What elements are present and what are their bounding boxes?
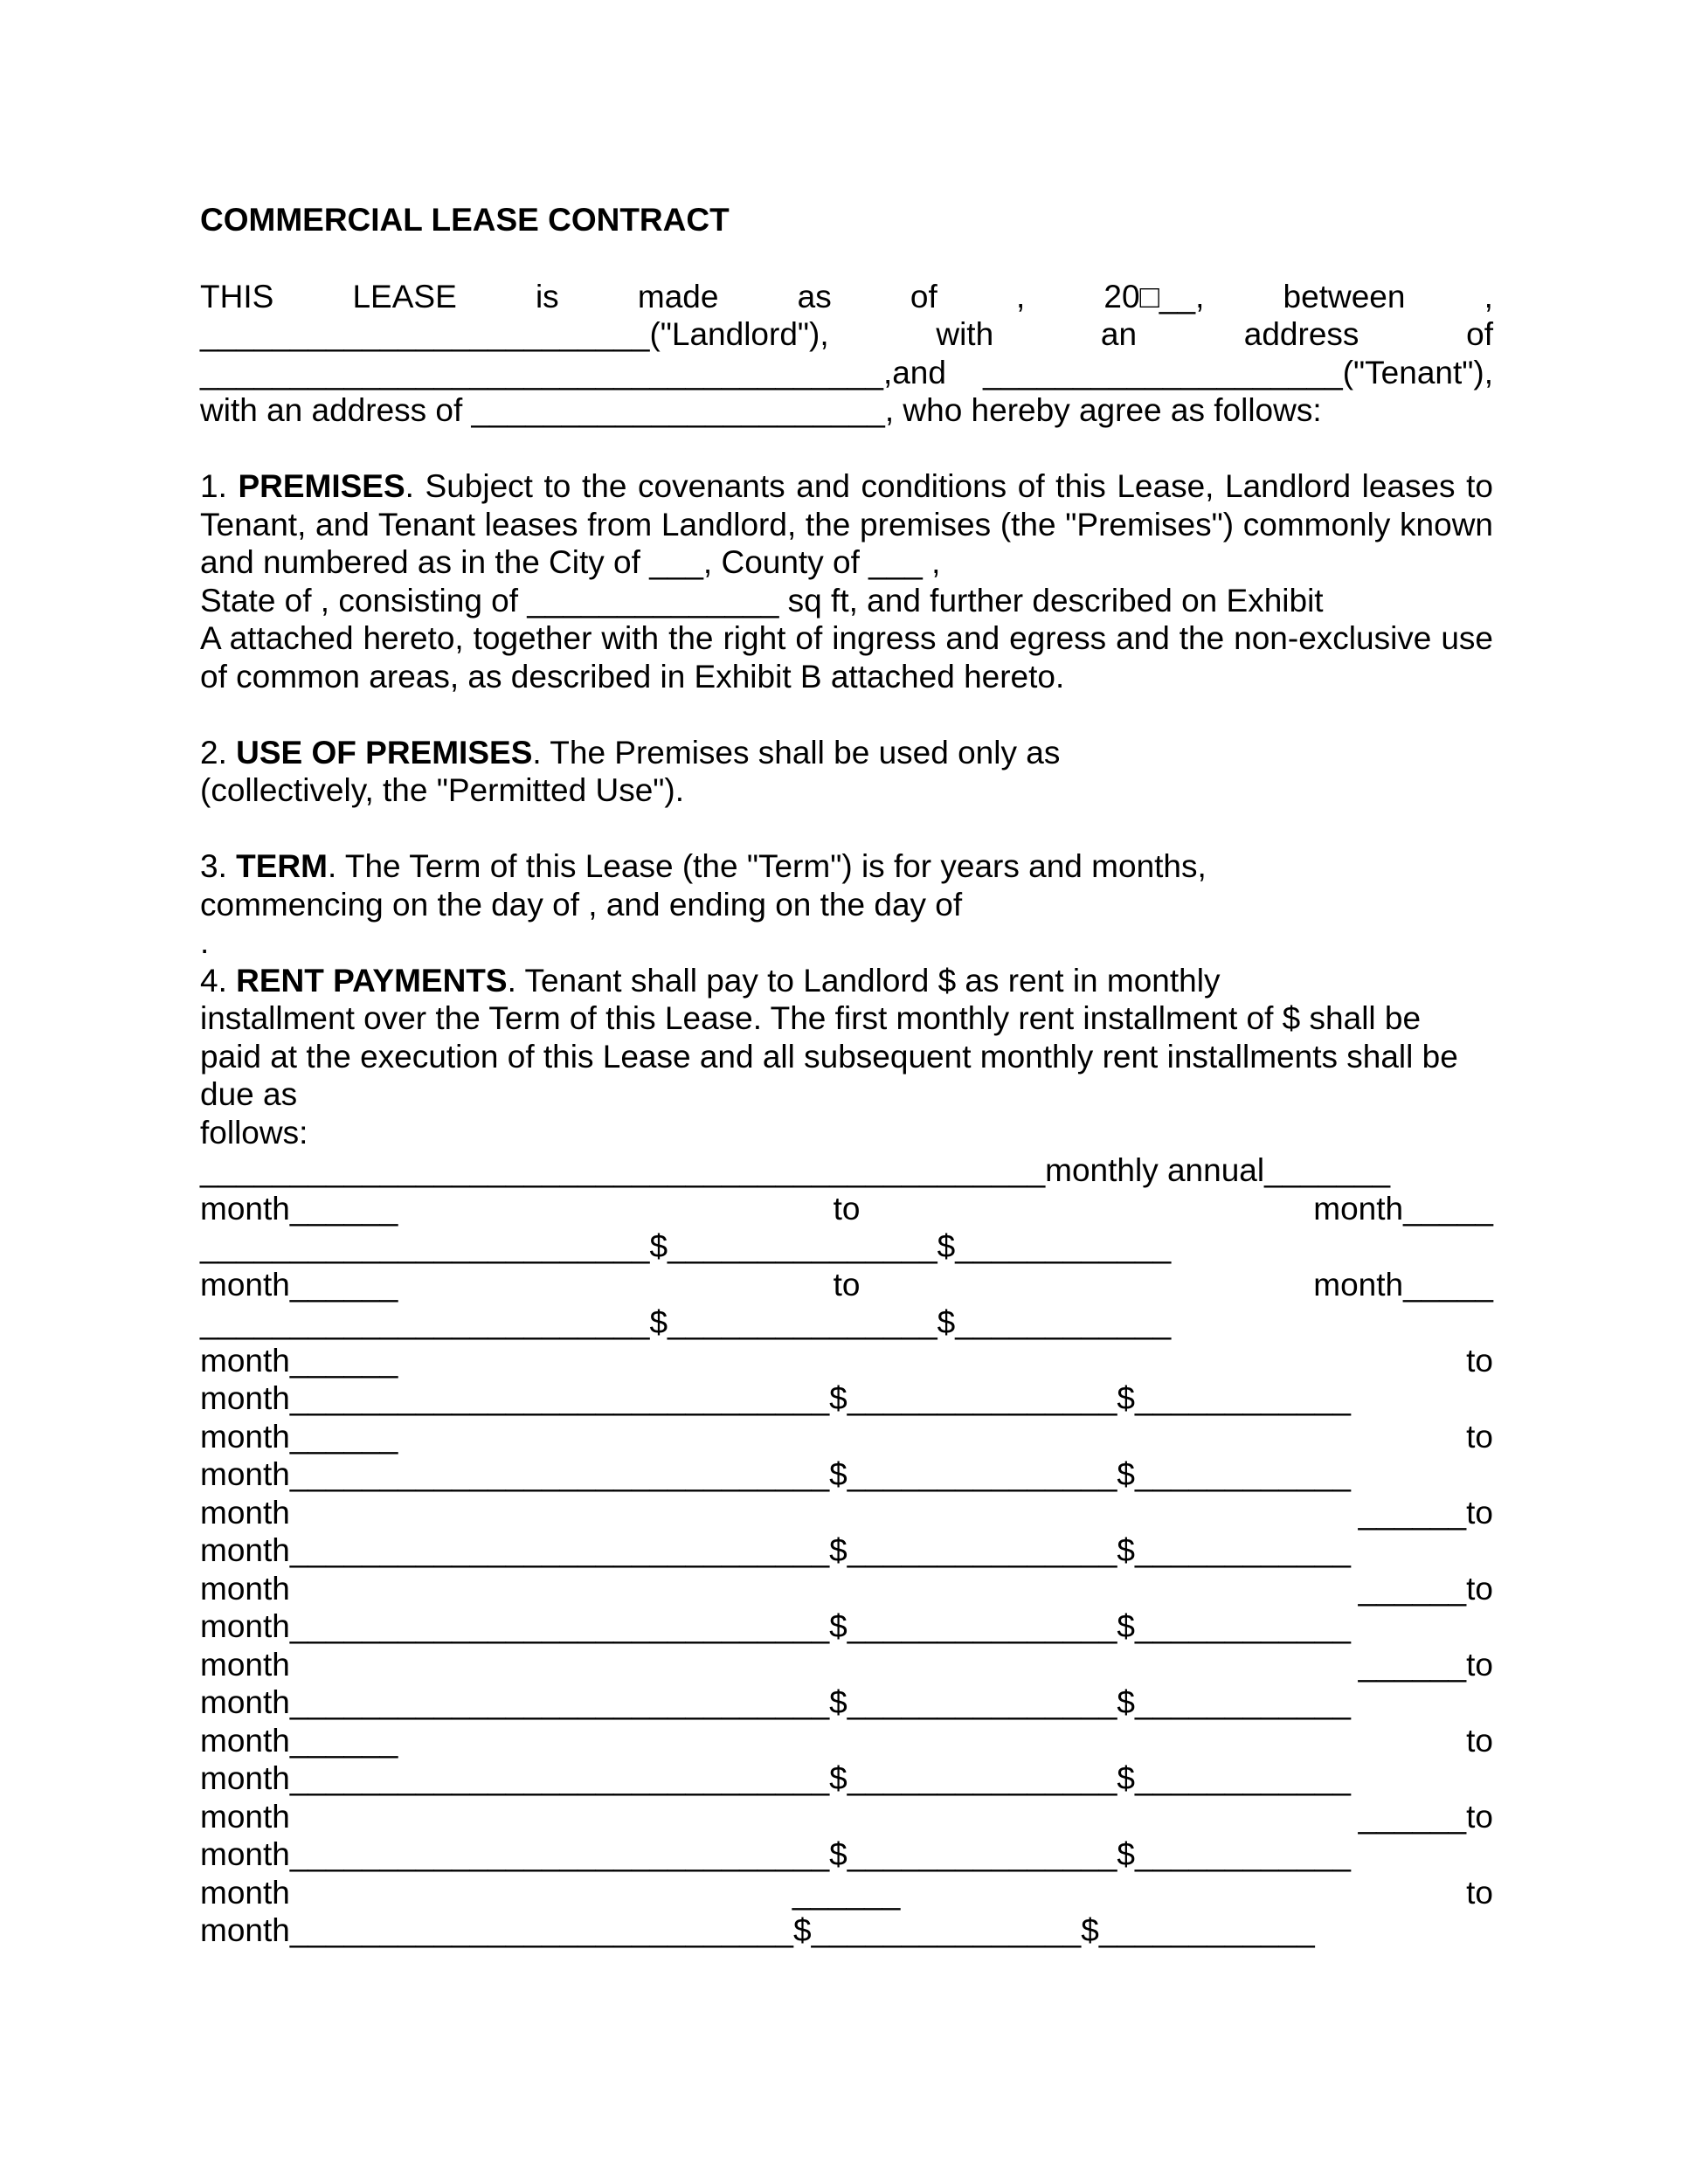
intro-line-2: [200, 315, 1493, 354]
schedule-cell[interactable]: month______________________________$_______________$____________: [200, 1684, 1351, 1720]
section-use: [200, 734, 1493, 810]
rent-text: . Tenant shall pay to Landlord $ as rent in monthly: [507, 962, 1221, 999]
intro-word: of: [1466, 316, 1493, 352]
intro-word: made: [637, 278, 719, 314]
rent-line-b: installment over the Term of this Lease. The first monthly rent installment of $ shall be: [200, 1000, 1422, 1036]
schedule-cell[interactable]: to: [1466, 1342, 1493, 1379]
rent-line-d: due as: [200, 1076, 298, 1112]
section-heading: PREMISES: [238, 468, 405, 504]
schedule-row: [200, 1418, 1493, 1456]
schedule-row: [200, 1874, 1493, 1912]
rent-line-a: [200, 962, 1493, 1000]
schedule-row: [200, 1683, 1493, 1722]
schedule-row: [200, 1911, 1493, 1950]
schedule-cell[interactable]: to: [1466, 1418, 1493, 1455]
schedule-cell[interactable]: _________________________$_______________$____________: [200, 1304, 1172, 1340]
intro-paragraph: [200, 278, 1493, 430]
premises-text: . Subject to the covenants and conditions of this Lease, Landlord leases to Tenant, and Tenant leases from Landlord, the premises (the "Premises") commonly known and numbered as in the City of ___, County of ___ ,: [200, 468, 1494, 580]
schedule-row: [200, 1570, 1493, 1608]
premises-paragraph: [200, 467, 1493, 582]
section-number: 1.: [200, 468, 227, 504]
intro-word: ,: [1484, 278, 1493, 314]
schedule-row: [200, 1342, 1493, 1380]
section-heading: TERM: [236, 848, 328, 884]
intro-word: of: [910, 278, 937, 314]
schedule-row: [200, 1722, 1493, 1760]
schedule-cell: to: [833, 1266, 861, 1303]
schedule-row: [200, 1303, 1493, 1342]
schedule-cell[interactable]: month____________________________$_______________$____________: [200, 1912, 1315, 1948]
schedule-cell[interactable]: month______________________________$_______________$____________: [200, 1608, 1351, 1644]
term-line-c: .: [200, 924, 210, 960]
schedule-cell[interactable]: ______to: [1358, 1494, 1493, 1531]
intro-word: an: [1100, 316, 1138, 352]
schedule-cell[interactable]: month: [200, 1798, 290, 1835]
schedule-cell[interactable]: month______: [200, 1190, 398, 1227]
section-number: 4.: [200, 962, 227, 999]
use-text: . The Premises shall be used only as: [532, 734, 1061, 771]
spacer: [200, 430, 1493, 468]
intro-word: between: [1283, 278, 1406, 314]
landlord-address-blank[interactable]: ______________________________________,and: [200, 354, 946, 390]
intro-word: LEASE: [352, 278, 457, 314]
tenant-blank[interactable]: ____________________("Tenant"),: [983, 354, 1493, 390]
intro-word: ,: [1015, 278, 1026, 314]
schedule-row: [200, 1759, 1493, 1798]
rent-line-c: paid at the execution of this Lease and all subsequent monthly rent installments shall be: [200, 1038, 1458, 1075]
schedule-row: [200, 1798, 1493, 1836]
landlord-blank[interactable]: _________________________("Landlord"),: [200, 316, 829, 352]
section-term: [200, 847, 1493, 962]
schedule-cell[interactable]: _________________________$_______________$____________: [200, 1228, 1172, 1264]
date-blank[interactable]: 20□__,: [1103, 278, 1205, 314]
schedule-cell[interactable]: month______________________________$_______________$____________: [200, 1456, 1351, 1492]
section-heading: USE OF PREMISES: [236, 734, 533, 771]
schedule-cell[interactable]: month: [200, 1646, 290, 1683]
schedule-cell[interactable]: ______to: [1358, 1646, 1493, 1683]
section-rent: [200, 962, 1493, 1152]
schedule-cell[interactable]: ______to: [1358, 1570, 1493, 1607]
use-line-b: (collectively, the "Permitted Use").: [200, 772, 685, 808]
section-heading: RENT PAYMENTS: [236, 962, 508, 999]
schedule-cell: to: [833, 1190, 861, 1227]
spacer: [200, 810, 1493, 848]
intro-line-4: with an address of _______________________, who hereby agree as follows:: [200, 392, 1322, 428]
intro-word: with: [936, 316, 994, 352]
schedule-rows: [200, 1190, 1493, 1950]
premises-line-b: State of , consisting of ______________ sq ft, and further described on Exhibit: [200, 582, 1324, 619]
use-line-a: [200, 734, 1493, 772]
document-title: COMMERCIAL LEASE CONTRACT: [200, 202, 730, 238]
premises-line-c: A attached hereto, together with the right of ingress and egress and the non-exclusive use of common areas, as described in Exhibit B attached hereto.: [200, 620, 1493, 695]
schedule-cell[interactable]: month______: [200, 1342, 398, 1379]
term-line-b: commencing on the day of , and ending on the day of: [200, 886, 963, 923]
intro-line-1: [200, 278, 1493, 316]
rent-line-e: follows:: [200, 1114, 308, 1151]
section-number: 2.: [200, 734, 227, 771]
schedule-cell[interactable]: month: [200, 1494, 290, 1531]
schedule-header: _______________________________________________monthly annual_______: [200, 1152, 1391, 1188]
schedule-cell[interactable]: month______________________________$_______________$____________: [200, 1836, 1351, 1872]
intro-word: THIS: [200, 278, 274, 314]
schedule-cell[interactable]: ______to: [1358, 1798, 1493, 1835]
schedule-cell[interactable]: month_____: [1313, 1266, 1493, 1303]
schedule-row: [200, 1379, 1493, 1418]
lease-document: [200, 201, 1493, 1950]
schedule-cell[interactable]: to: [1466, 1722, 1493, 1759]
intro-word: as: [797, 278, 832, 314]
intro-line-3: [200, 354, 1493, 392]
term-text: . The Term of this Lease (the "Term") is for years and months,: [327, 848, 1207, 884]
rent-schedule: [200, 1151, 1493, 1950]
schedule-cell[interactable]: month______: [200, 1722, 398, 1759]
schedule-row: [200, 1646, 1493, 1684]
section-number: 3.: [200, 848, 227, 884]
schedule-cell[interactable]: month_____: [1313, 1190, 1493, 1227]
schedule-cell[interactable]: ______: [792, 1874, 901, 1911]
schedule-cell[interactable]: month______________________________$_______________$____________: [200, 1532, 1351, 1568]
term-line-a: [200, 847, 1493, 886]
schedule-row: [200, 1227, 1493, 1266]
schedule-row: [200, 1190, 1493, 1228]
schedule-cell: to: [1466, 1874, 1493, 1911]
schedule-cell[interactable]: month______: [200, 1266, 398, 1303]
schedule-row: [200, 1531, 1493, 1570]
schedule-row: [200, 1455, 1493, 1494]
schedule-cell[interactable]: month______: [200, 1418, 398, 1455]
spacer: [200, 695, 1493, 734]
section-premises: [200, 467, 1493, 695]
intro-word: address: [1243, 316, 1359, 352]
schedule-cell[interactable]: month: [200, 1570, 290, 1607]
schedule-cell[interactable]: month______________________________$_______________$____________: [200, 1380, 1351, 1416]
intro-word: is: [535, 278, 559, 314]
schedule-row: [200, 1835, 1493, 1874]
schedule-row: [200, 1607, 1493, 1646]
schedule-cell[interactable]: month______________________________$_______________$____________: [200, 1760, 1351, 1796]
schedule-row: [200, 1494, 1493, 1532]
schedule-cell: month: [200, 1874, 290, 1911]
schedule-row: [200, 1266, 1493, 1304]
